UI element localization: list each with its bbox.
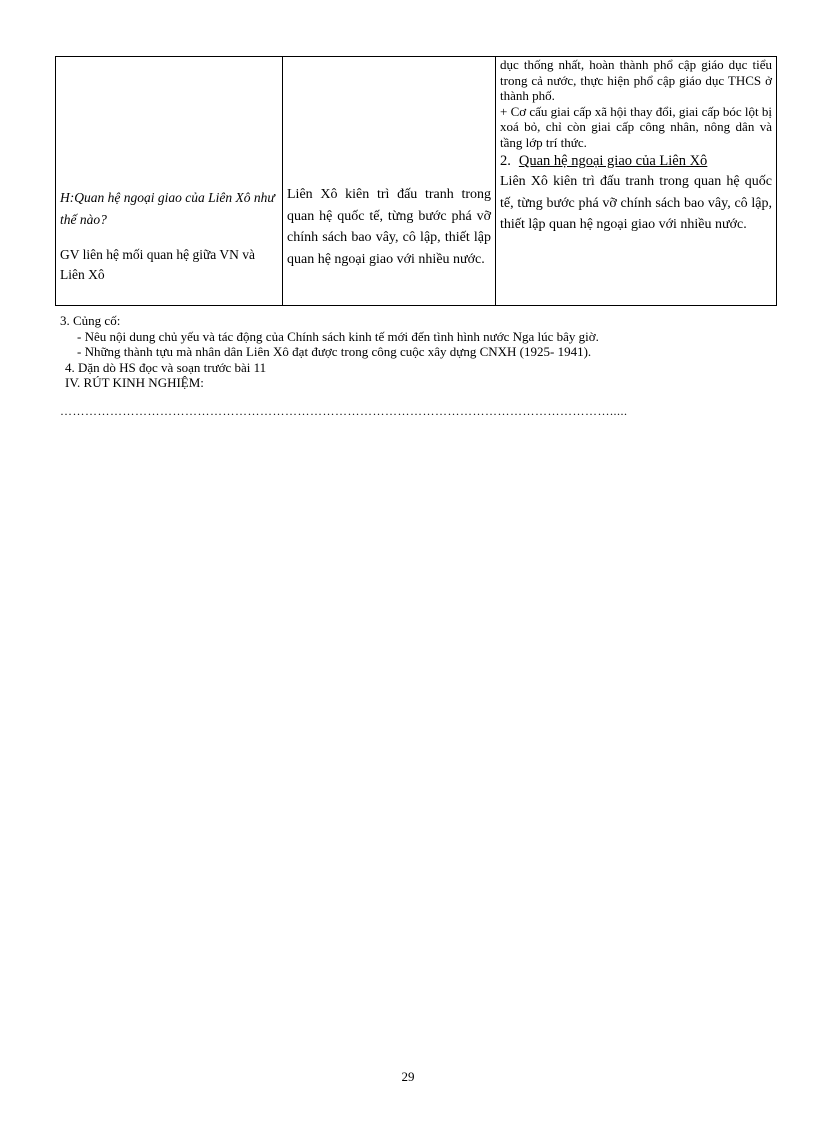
heading-title: Quan hệ ngoại giao của Liên Xô [518, 153, 708, 169]
content-cell [496, 57, 777, 306]
page-number: 29 [401, 1069, 415, 1084]
after-table-section [60, 313, 780, 391]
question-text: H:Quan hệ ngoại giao của Liên Xô như thế nào? [60, 190, 275, 227]
bullet-text: + Cơ cấu giai cấp xã hội thay đổi, giai cấp bóc lột bị xoá bỏ, chỉ còn giai cấp công nhân, nông dân và tầng lớp trí thức. [500, 103, 772, 150]
heading-number: 2. [500, 153, 511, 169]
continued-text: dục thống nhất, hoàn thành phổ cập giáo dục tiểu trong cả nước, thực hiện phổ cập giáo dục THCS ở thành phố. [500, 57, 772, 103]
teacher-activity-cell [56, 57, 283, 306]
section-heading [500, 151, 772, 171]
teacher-note-text: GV liên hệ mối quan hệ giữa VN và Liên Xô [60, 247, 256, 282]
section-body-text: Liên Xô kiên trì đấu tranh trong quan hệ quốc tế, từng bước phá vỡ chính sách bao vây, cô lập, thiết lập quan hệ ngoại giao với nhiều nước. [500, 174, 772, 232]
consolidation-item: - Nêu nội dung chủ yếu và tác động của Chính sách kinh tế mới đến tình hình nước Nga lúc bây giờ. [77, 328, 599, 344]
consolidation-item: - Những thành tựu mà nhân dân Liên Xô đạt được trong công cuộc xây dựng CNXH (1925- 1941). [77, 344, 592, 359]
lesson-table [55, 56, 777, 306]
student-activity-cell [283, 57, 496, 306]
dotted-line: ……………………………………………………………………………………………………………………..... [60, 404, 628, 418]
student-answer-text: Liên Xô kiên trì đấu tranh trong quan hệ quốc tế, từng bước phá vỡ chính sách bao vây, cô lập, thiết lập quan hệ ngoại giao với nhiều nước. [287, 187, 491, 267]
consolidation-title: 3. Củng cố: [60, 313, 121, 328]
homework-text: 4. Dặn dò HS đọc và soạn trước bài 11 [65, 359, 267, 375]
table-row [56, 57, 777, 306]
experience-title: IV. RÚT KINH NGHIỆM: [65, 375, 204, 390]
